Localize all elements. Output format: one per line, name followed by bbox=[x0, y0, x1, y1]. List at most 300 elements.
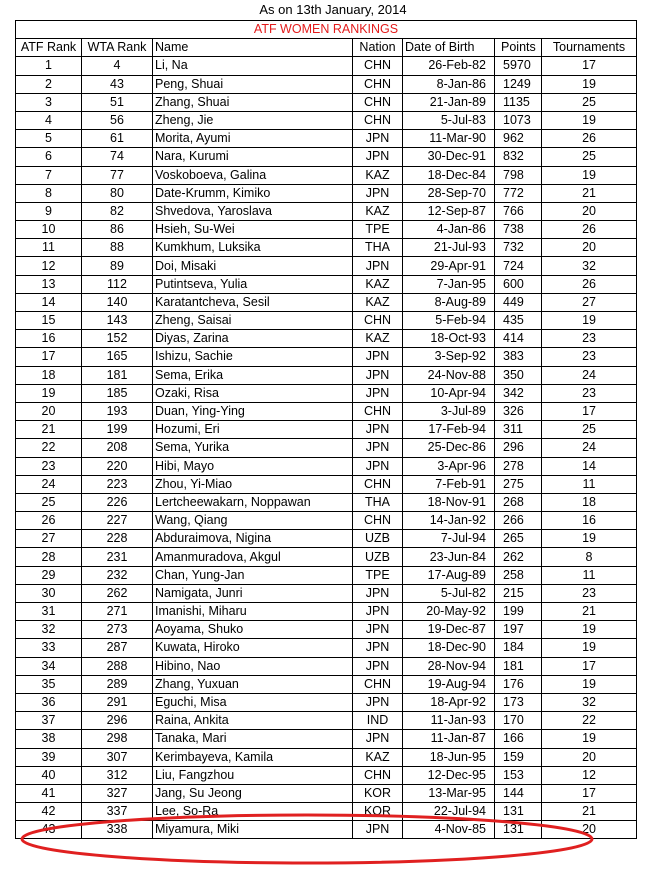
cell-tournaments: 19 bbox=[542, 75, 637, 93]
table-row bbox=[16, 784, 637, 802]
cell-atf-rank: 7 bbox=[16, 166, 82, 184]
cell-date-of-birth: 3-Apr-96 bbox=[403, 457, 495, 475]
cell-player-name: Hibino, Nao bbox=[153, 657, 353, 675]
cell-date-of-birth: 20-May-92 bbox=[403, 603, 495, 621]
table-row bbox=[16, 148, 637, 166]
cell-tournaments: 20 bbox=[542, 239, 637, 257]
cell-points: 131 bbox=[495, 821, 542, 839]
cell-player-name: Duan, Ying-Ying bbox=[153, 402, 353, 420]
cell-nation: JPN bbox=[353, 730, 403, 748]
cell-nation: CHN bbox=[353, 93, 403, 111]
table-row bbox=[16, 584, 637, 602]
cell-tournaments: 24 bbox=[542, 439, 637, 457]
cell-wta-rank: 80 bbox=[82, 184, 153, 202]
table-row bbox=[16, 330, 637, 348]
cell-tournaments: 12 bbox=[542, 766, 637, 784]
cell-player-name: Zheng, Saisai bbox=[153, 312, 353, 330]
cell-date-of-birth: 17-Aug-89 bbox=[403, 566, 495, 584]
cell-tournaments: 26 bbox=[542, 275, 637, 293]
cell-date-of-birth: 18-Oct-93 bbox=[403, 330, 495, 348]
table-row bbox=[16, 221, 637, 239]
cell-points: 131 bbox=[495, 803, 542, 821]
cell-date-of-birth: 10-Apr-94 bbox=[403, 384, 495, 402]
cell-points: 296 bbox=[495, 439, 542, 457]
cell-nation: JPN bbox=[353, 184, 403, 202]
cell-points: 265 bbox=[495, 530, 542, 548]
cell-date-of-birth: 18-Nov-91 bbox=[403, 493, 495, 511]
cell-nation: JPN bbox=[353, 148, 403, 166]
cell-points: 414 bbox=[495, 330, 542, 348]
cell-player-name: Date-Krumm, Kimiko bbox=[153, 184, 353, 202]
cell-atf-rank: 34 bbox=[16, 657, 82, 675]
table-row bbox=[16, 803, 637, 821]
table-row bbox=[16, 421, 637, 439]
cell-player-name: Jang, Su Jeong bbox=[153, 784, 353, 802]
cell-nation: TPE bbox=[353, 221, 403, 239]
cell-tournaments: 19 bbox=[542, 730, 637, 748]
cell-date-of-birth: 11-Jan-87 bbox=[403, 730, 495, 748]
cell-player-name: Hibi, Mayo bbox=[153, 457, 353, 475]
cell-wta-rank: 152 bbox=[82, 330, 153, 348]
cell-atf-rank: 16 bbox=[16, 330, 82, 348]
cell-date-of-birth: 28-Sep-70 bbox=[403, 184, 495, 202]
cell-date-of-birth: 12-Dec-95 bbox=[403, 766, 495, 784]
cell-nation: KOR bbox=[353, 784, 403, 802]
cell-wta-rank: 181 bbox=[82, 366, 153, 384]
cell-date-of-birth: 19-Aug-94 bbox=[403, 675, 495, 693]
cell-atf-rank: 19 bbox=[16, 384, 82, 402]
cell-player-name: Doi, Misaki bbox=[153, 257, 353, 275]
cell-atf-rank: 6 bbox=[16, 148, 82, 166]
cell-atf-rank: 4 bbox=[16, 111, 82, 129]
cell-points: 275 bbox=[495, 475, 542, 493]
table-row bbox=[16, 439, 637, 457]
table-row bbox=[16, 384, 637, 402]
table-row bbox=[16, 457, 637, 475]
cell-points: 262 bbox=[495, 548, 542, 566]
cell-nation: JPN bbox=[353, 457, 403, 475]
cell-points: 170 bbox=[495, 712, 542, 730]
cell-player-name: Sema, Erika bbox=[153, 366, 353, 384]
cell-nation: THA bbox=[353, 493, 403, 511]
cell-date-of-birth: 7-Feb-91 bbox=[403, 475, 495, 493]
cell-wta-rank: 112 bbox=[82, 275, 153, 293]
cell-tournaments: 14 bbox=[542, 457, 637, 475]
cell-player-name: Wang, Qiang bbox=[153, 512, 353, 530]
col-header-points: Points bbox=[495, 39, 542, 57]
cell-nation: JPN bbox=[353, 693, 403, 711]
table-row bbox=[16, 257, 637, 275]
cell-player-name: Lee, So-Ra bbox=[153, 803, 353, 821]
cell-nation: JPN bbox=[353, 657, 403, 675]
cell-tournaments: 20 bbox=[542, 821, 637, 839]
table-row bbox=[16, 275, 637, 293]
cell-wta-rank: 223 bbox=[82, 475, 153, 493]
cell-nation: IND bbox=[353, 712, 403, 730]
cell-tournaments: 19 bbox=[542, 111, 637, 129]
table-row bbox=[16, 621, 637, 639]
cell-player-name: Sema, Yurika bbox=[153, 439, 353, 457]
table-row bbox=[16, 693, 637, 711]
cell-tournaments: 27 bbox=[542, 293, 637, 311]
table-row bbox=[16, 512, 637, 530]
cell-wta-rank: 289 bbox=[82, 675, 153, 693]
cell-player-name: Zheng, Jie bbox=[153, 111, 353, 129]
cell-nation: JPN bbox=[353, 421, 403, 439]
cell-date-of-birth: 3-Sep-92 bbox=[403, 348, 495, 366]
date-line: As on 13th January, 2014 bbox=[259, 2, 407, 17]
cell-wta-rank: 287 bbox=[82, 639, 153, 657]
cell-tournaments: 21 bbox=[542, 803, 637, 821]
cell-date-of-birth: 18-Dec-84 bbox=[403, 166, 495, 184]
cell-nation: JPN bbox=[353, 130, 403, 148]
cell-nation: CHN bbox=[353, 75, 403, 93]
cell-points: 449 bbox=[495, 293, 542, 311]
cell-player-name: Abduraimova, Nigina bbox=[153, 530, 353, 548]
cell-points: 258 bbox=[495, 566, 542, 584]
cell-nation: JPN bbox=[353, 439, 403, 457]
cell-wta-rank: 312 bbox=[82, 766, 153, 784]
cell-player-name: Lertcheewakarn, Noppawan bbox=[153, 493, 353, 511]
cell-nation: CHN bbox=[353, 475, 403, 493]
cell-player-name: Chan, Yung-Jan bbox=[153, 566, 353, 584]
cell-atf-rank: 37 bbox=[16, 712, 82, 730]
cell-points: 342 bbox=[495, 384, 542, 402]
cell-player-name: Raina, Ankita bbox=[153, 712, 353, 730]
cell-points: 326 bbox=[495, 402, 542, 420]
cell-atf-rank: 9 bbox=[16, 202, 82, 220]
cell-player-name: Ozaki, Risa bbox=[153, 384, 353, 402]
cell-points: 1073 bbox=[495, 111, 542, 129]
cell-date-of-birth: 7-Jan-95 bbox=[403, 275, 495, 293]
cell-wta-rank: 307 bbox=[82, 748, 153, 766]
cell-date-of-birth: 24-Nov-88 bbox=[403, 366, 495, 384]
cell-nation: KAZ bbox=[353, 748, 403, 766]
table-row bbox=[16, 712, 637, 730]
cell-date-of-birth: 17-Feb-94 bbox=[403, 421, 495, 439]
table-row bbox=[16, 475, 637, 493]
cell-nation: UZB bbox=[353, 548, 403, 566]
table-row bbox=[16, 821, 637, 839]
cell-wta-rank: 291 bbox=[82, 693, 153, 711]
cell-player-name: Miyamura, Miki bbox=[153, 821, 353, 839]
cell-date-of-birth: 25-Dec-86 bbox=[403, 439, 495, 457]
cell-nation: JPN bbox=[353, 639, 403, 657]
table-row bbox=[16, 493, 637, 511]
cell-wta-rank: 82 bbox=[82, 202, 153, 220]
cell-points: 732 bbox=[495, 239, 542, 257]
cell-wta-rank: 208 bbox=[82, 439, 153, 457]
cell-nation: JPN bbox=[353, 348, 403, 366]
cell-player-name: Zhang, Shuai bbox=[153, 93, 353, 111]
cell-date-of-birth: 5-Jul-82 bbox=[403, 584, 495, 602]
cell-wta-rank: 327 bbox=[82, 784, 153, 802]
cell-points: 1135 bbox=[495, 93, 542, 111]
table-row bbox=[16, 57, 637, 75]
cell-points: 184 bbox=[495, 639, 542, 657]
cell-player-name: Tanaka, Mari bbox=[153, 730, 353, 748]
cell-wta-rank: 74 bbox=[82, 148, 153, 166]
cell-atf-rank: 41 bbox=[16, 784, 82, 802]
cell-tournaments: 19 bbox=[542, 675, 637, 693]
cell-date-of-birth: 8-Aug-89 bbox=[403, 293, 495, 311]
cell-nation: JPN bbox=[353, 257, 403, 275]
cell-atf-rank: 36 bbox=[16, 693, 82, 711]
cell-tournaments: 8 bbox=[542, 548, 637, 566]
cell-wta-rank: 4 bbox=[82, 57, 153, 75]
col-header-wta-rank: WTA Rank bbox=[82, 39, 153, 57]
table-row bbox=[16, 239, 637, 257]
cell-nation: CHN bbox=[353, 402, 403, 420]
table-body bbox=[16, 57, 637, 839]
cell-tournaments: 17 bbox=[542, 57, 637, 75]
col-header-nation: Nation bbox=[353, 39, 403, 57]
cell-tournaments: 23 bbox=[542, 330, 637, 348]
cell-wta-rank: 231 bbox=[82, 548, 153, 566]
cell-nation: JPN bbox=[353, 603, 403, 621]
cell-atf-rank: 29 bbox=[16, 566, 82, 584]
cell-date-of-birth: 23-Jun-84 bbox=[403, 548, 495, 566]
cell-nation: CHN bbox=[353, 675, 403, 693]
cell-wta-rank: 232 bbox=[82, 566, 153, 584]
cell-wta-rank: 271 bbox=[82, 603, 153, 621]
cell-atf-rank: 38 bbox=[16, 730, 82, 748]
table-row bbox=[16, 657, 637, 675]
cell-tournaments: 16 bbox=[542, 512, 637, 530]
cell-player-name: Eguchi, Misa bbox=[153, 693, 353, 711]
cell-atf-rank: 33 bbox=[16, 639, 82, 657]
cell-tournaments: 19 bbox=[542, 312, 637, 330]
cell-player-name: Voskoboeva, Galina bbox=[153, 166, 353, 184]
cell-points: 798 bbox=[495, 166, 542, 184]
cell-atf-rank: 14 bbox=[16, 293, 82, 311]
cell-atf-rank: 24 bbox=[16, 475, 82, 493]
table-row bbox=[16, 748, 637, 766]
cell-atf-rank: 10 bbox=[16, 221, 82, 239]
cell-player-name: Imanishi, Miharu bbox=[153, 603, 353, 621]
cell-wta-rank: 227 bbox=[82, 512, 153, 530]
table-row bbox=[16, 111, 637, 129]
cell-atf-rank: 23 bbox=[16, 457, 82, 475]
cell-atf-rank: 26 bbox=[16, 512, 82, 530]
table-row bbox=[16, 184, 637, 202]
cell-player-name: Hozumi, Eri bbox=[153, 421, 353, 439]
cell-wta-rank: 43 bbox=[82, 75, 153, 93]
cell-date-of-birth: 4-Jan-86 bbox=[403, 221, 495, 239]
table-row bbox=[16, 93, 637, 111]
cell-points: 199 bbox=[495, 603, 542, 621]
cell-player-name: Kumkhum, Luksika bbox=[153, 239, 353, 257]
cell-wta-rank: 88 bbox=[82, 239, 153, 257]
cell-nation: JPN bbox=[353, 621, 403, 639]
cell-points: 962 bbox=[495, 130, 542, 148]
cell-date-of-birth: 8-Jan-86 bbox=[403, 75, 495, 93]
cell-date-of-birth: 11-Mar-90 bbox=[403, 130, 495, 148]
cell-points: 166 bbox=[495, 730, 542, 748]
cell-points: 153 bbox=[495, 766, 542, 784]
cell-date-of-birth: 11-Jan-93 bbox=[403, 712, 495, 730]
cell-nation: CHN bbox=[353, 57, 403, 75]
cell-nation: THA bbox=[353, 239, 403, 257]
cell-nation: KAZ bbox=[353, 275, 403, 293]
cell-nation: CHN bbox=[353, 312, 403, 330]
cell-points: 215 bbox=[495, 584, 542, 602]
cell-date-of-birth: 30-Dec-91 bbox=[403, 148, 495, 166]
table-row bbox=[16, 293, 637, 311]
cell-nation: CHN bbox=[353, 766, 403, 784]
cell-wta-rank: 273 bbox=[82, 621, 153, 639]
cell-date-of-birth: 26-Feb-82 bbox=[403, 57, 495, 75]
cell-points: 268 bbox=[495, 493, 542, 511]
cell-wta-rank: 86 bbox=[82, 221, 153, 239]
cell-wta-rank: 337 bbox=[82, 803, 153, 821]
cell-wta-rank: 298 bbox=[82, 730, 153, 748]
cell-nation: JPN bbox=[353, 384, 403, 402]
cell-atf-rank: 40 bbox=[16, 766, 82, 784]
cell-points: 176 bbox=[495, 675, 542, 693]
cell-points: 766 bbox=[495, 202, 542, 220]
cell-points: 1249 bbox=[495, 75, 542, 93]
cell-player-name: Karatantcheva, Sesil bbox=[153, 293, 353, 311]
cell-points: 600 bbox=[495, 275, 542, 293]
cell-date-of-birth: 12-Sep-87 bbox=[403, 202, 495, 220]
cell-date-of-birth: 21-Jul-93 bbox=[403, 239, 495, 257]
cell-player-name: Kerimbayeva, Kamila bbox=[153, 748, 353, 766]
cell-tournaments: 23 bbox=[542, 584, 637, 602]
cell-atf-rank: 35 bbox=[16, 675, 82, 693]
cell-atf-rank: 27 bbox=[16, 530, 82, 548]
cell-wta-rank: 140 bbox=[82, 293, 153, 311]
cell-wta-rank: 296 bbox=[82, 712, 153, 730]
col-header-name: Name bbox=[153, 39, 353, 57]
cell-atf-rank: 5 bbox=[16, 130, 82, 148]
cell-date-of-birth: 5-Jul-83 bbox=[403, 111, 495, 129]
cell-atf-rank: 42 bbox=[16, 803, 82, 821]
cell-nation: UZB bbox=[353, 530, 403, 548]
cell-tournaments: 23 bbox=[542, 348, 637, 366]
cell-tournaments: 17 bbox=[542, 657, 637, 675]
cell-date-of-birth: 3-Jul-89 bbox=[403, 402, 495, 420]
cell-tournaments: 19 bbox=[542, 639, 637, 657]
cell-atf-rank: 1 bbox=[16, 57, 82, 75]
cell-atf-rank: 28 bbox=[16, 548, 82, 566]
cell-points: 350 bbox=[495, 366, 542, 384]
cell-tournaments: 11 bbox=[542, 475, 637, 493]
cell-player-name: Namigata, Junri bbox=[153, 584, 353, 602]
cell-date-of-birth: 22-Jul-94 bbox=[403, 803, 495, 821]
table-row bbox=[16, 603, 637, 621]
cell-nation: KAZ bbox=[353, 202, 403, 220]
cell-date-of-birth: 13-Mar-95 bbox=[403, 784, 495, 802]
cell-date-of-birth: 4-Nov-85 bbox=[403, 821, 495, 839]
cell-nation: CHN bbox=[353, 512, 403, 530]
cell-player-name: Liu, Fangzhou bbox=[153, 766, 353, 784]
cell-tournaments: 20 bbox=[542, 202, 637, 220]
cell-player-name: Kuwata, Hiroko bbox=[153, 639, 353, 657]
cell-tournaments: 19 bbox=[542, 166, 637, 184]
cell-nation: KAZ bbox=[353, 166, 403, 184]
cell-points: 738 bbox=[495, 221, 542, 239]
cell-atf-rank: 18 bbox=[16, 366, 82, 384]
cell-points: 181 bbox=[495, 657, 542, 675]
cell-wta-rank: 51 bbox=[82, 93, 153, 111]
cell-tournaments: 26 bbox=[542, 221, 637, 239]
cell-tournaments: 21 bbox=[542, 603, 637, 621]
cell-date-of-birth: 29-Apr-91 bbox=[403, 257, 495, 275]
cell-date-of-birth: 7-Jul-94 bbox=[403, 530, 495, 548]
cell-nation: CHN bbox=[353, 111, 403, 129]
cell-date-of-birth: 18-Dec-90 bbox=[403, 639, 495, 657]
cell-points: 311 bbox=[495, 421, 542, 439]
table-row bbox=[16, 166, 637, 184]
cell-tournaments: 24 bbox=[542, 366, 637, 384]
cell-player-name: Ishizu, Sachie bbox=[153, 348, 353, 366]
cell-wta-rank: 199 bbox=[82, 421, 153, 439]
cell-wta-rank: 193 bbox=[82, 402, 153, 420]
cell-atf-rank: 2 bbox=[16, 75, 82, 93]
cell-points: 832 bbox=[495, 148, 542, 166]
cell-atf-rank: 13 bbox=[16, 275, 82, 293]
cell-player-name: Li, Na bbox=[153, 57, 353, 75]
table-row bbox=[16, 348, 637, 366]
cell-nation: JPN bbox=[353, 584, 403, 602]
cell-nation: KAZ bbox=[353, 293, 403, 311]
cell-tournaments: 25 bbox=[542, 148, 637, 166]
cell-atf-rank: 22 bbox=[16, 439, 82, 457]
cell-wta-rank: 89 bbox=[82, 257, 153, 275]
cell-atf-rank: 11 bbox=[16, 239, 82, 257]
cell-player-name: Zhou, Yi-Miao bbox=[153, 475, 353, 493]
cell-player-name: Hsieh, Su-Wei bbox=[153, 221, 353, 239]
cell-tournaments: 26 bbox=[542, 130, 637, 148]
cell-tournaments: 21 bbox=[542, 184, 637, 202]
cell-nation: TPE bbox=[353, 566, 403, 584]
cell-wta-rank: 262 bbox=[82, 584, 153, 602]
cell-wta-rank: 61 bbox=[82, 130, 153, 148]
cell-nation: KOR bbox=[353, 803, 403, 821]
cell-date-of-birth: 14-Jan-92 bbox=[403, 512, 495, 530]
cell-wta-rank: 226 bbox=[82, 493, 153, 511]
cell-wta-rank: 77 bbox=[82, 166, 153, 184]
cell-nation: KAZ bbox=[353, 330, 403, 348]
cell-tournaments: 17 bbox=[542, 402, 637, 420]
cell-player-name: Zhang, Yuxuan bbox=[153, 675, 353, 693]
cell-atf-rank: 39 bbox=[16, 748, 82, 766]
cell-wta-rank: 56 bbox=[82, 111, 153, 129]
cell-player-name: Nara, Kurumi bbox=[153, 148, 353, 166]
cell-date-of-birth: 28-Nov-94 bbox=[403, 657, 495, 675]
cell-player-name: Peng, Shuai bbox=[153, 75, 353, 93]
col-header-date-of-birth: Date of Birth bbox=[403, 39, 495, 57]
table-row bbox=[16, 75, 637, 93]
table-row bbox=[16, 202, 637, 220]
cell-player-name: Shvedova, Yaroslava bbox=[153, 202, 353, 220]
cell-points: 5970 bbox=[495, 57, 542, 75]
table-row bbox=[16, 312, 637, 330]
cell-tournaments: 32 bbox=[542, 257, 637, 275]
cell-nation: JPN bbox=[353, 821, 403, 839]
cell-tournaments: 18 bbox=[542, 493, 637, 511]
cell-nation: JPN bbox=[353, 366, 403, 384]
table-row bbox=[16, 366, 637, 384]
cell-atf-rank: 25 bbox=[16, 493, 82, 511]
cell-player-name: Amanmuradova, Akgul bbox=[153, 548, 353, 566]
table-row bbox=[16, 530, 637, 548]
table-row bbox=[16, 130, 637, 148]
cell-tournaments: 19 bbox=[542, 621, 637, 639]
cell-points: 435 bbox=[495, 312, 542, 330]
cell-atf-rank: 20 bbox=[16, 402, 82, 420]
